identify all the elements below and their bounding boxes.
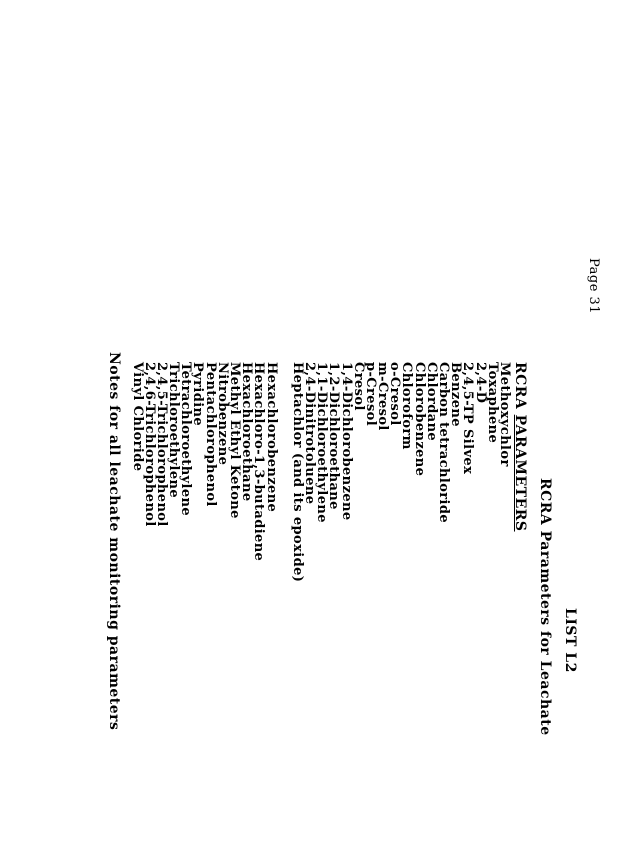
list-item: 2,4-D <box>472 362 488 404</box>
document-title: RCRA Parameters for Leachate <box>537 478 553 736</box>
list-item: Chloroform <box>399 362 415 450</box>
list-item: 2,4,5-TP Silvex <box>460 362 476 475</box>
list-item: o-Cresol <box>387 362 403 426</box>
list-item: m-Cresol <box>375 362 391 431</box>
list-item: Pyridine <box>190 362 206 427</box>
list-item: Vinyl Chloride <box>129 362 145 472</box>
list-item: Trichloroethylene <box>166 362 182 499</box>
list-title: LIST L2 <box>562 608 578 673</box>
list-item: Heptachlor (and its epoxide) <box>289 362 305 583</box>
list-item: Benzene <box>448 362 464 427</box>
list-item: p-Cresol <box>362 362 378 427</box>
list-item: Tetrachloroethylene <box>178 362 194 517</box>
list-item: Hexachloroethane <box>239 362 255 502</box>
list-item: Chlordane <box>423 362 439 442</box>
notes-heading: Notes for all leachate monitoring parameters <box>106 352 122 731</box>
list-item: 1,2-Dichloroethane <box>326 362 342 510</box>
list-item: 2,4-Dinitrotoluene <box>302 362 317 505</box>
page-number: Page 31 <box>586 258 601 315</box>
list-spacer <box>277 362 291 862</box>
parameter-list <box>130 362 510 862</box>
list-item: 1,1-Dichloroethylene <box>314 362 330 523</box>
list-item: Toxaphene <box>484 362 500 444</box>
list-item: Cresol <box>350 362 366 411</box>
list-item: Pentachlorophenol <box>202 362 218 507</box>
section-heading <box>513 362 527 532</box>
list-item: Hexachlorobenzene <box>263 362 279 513</box>
list-item: 2,4,6-Trichlorophenol <box>141 362 157 527</box>
list-item: Nitrobenzene <box>214 362 230 466</box>
list-item: 2,4,5-Trichlorophenol <box>153 362 169 527</box>
list-item: 1,4-Dichlorobenzene <box>338 362 354 521</box>
list-item: Carbon tetrachloride <box>436 362 452 524</box>
list-item: Chlorobenzene <box>411 362 427 477</box>
list-item: Methyl Ethyl Ketone <box>227 362 243 519</box>
list-item: Methoxychlor <box>497 362 512 467</box>
section-heading-prefix: RCRA <box>512 362 528 415</box>
list-item: Hexachloro-1,3-butadiene <box>251 362 267 562</box>
section-heading-underlined: PARAMETERS <box>512 414 528 532</box>
